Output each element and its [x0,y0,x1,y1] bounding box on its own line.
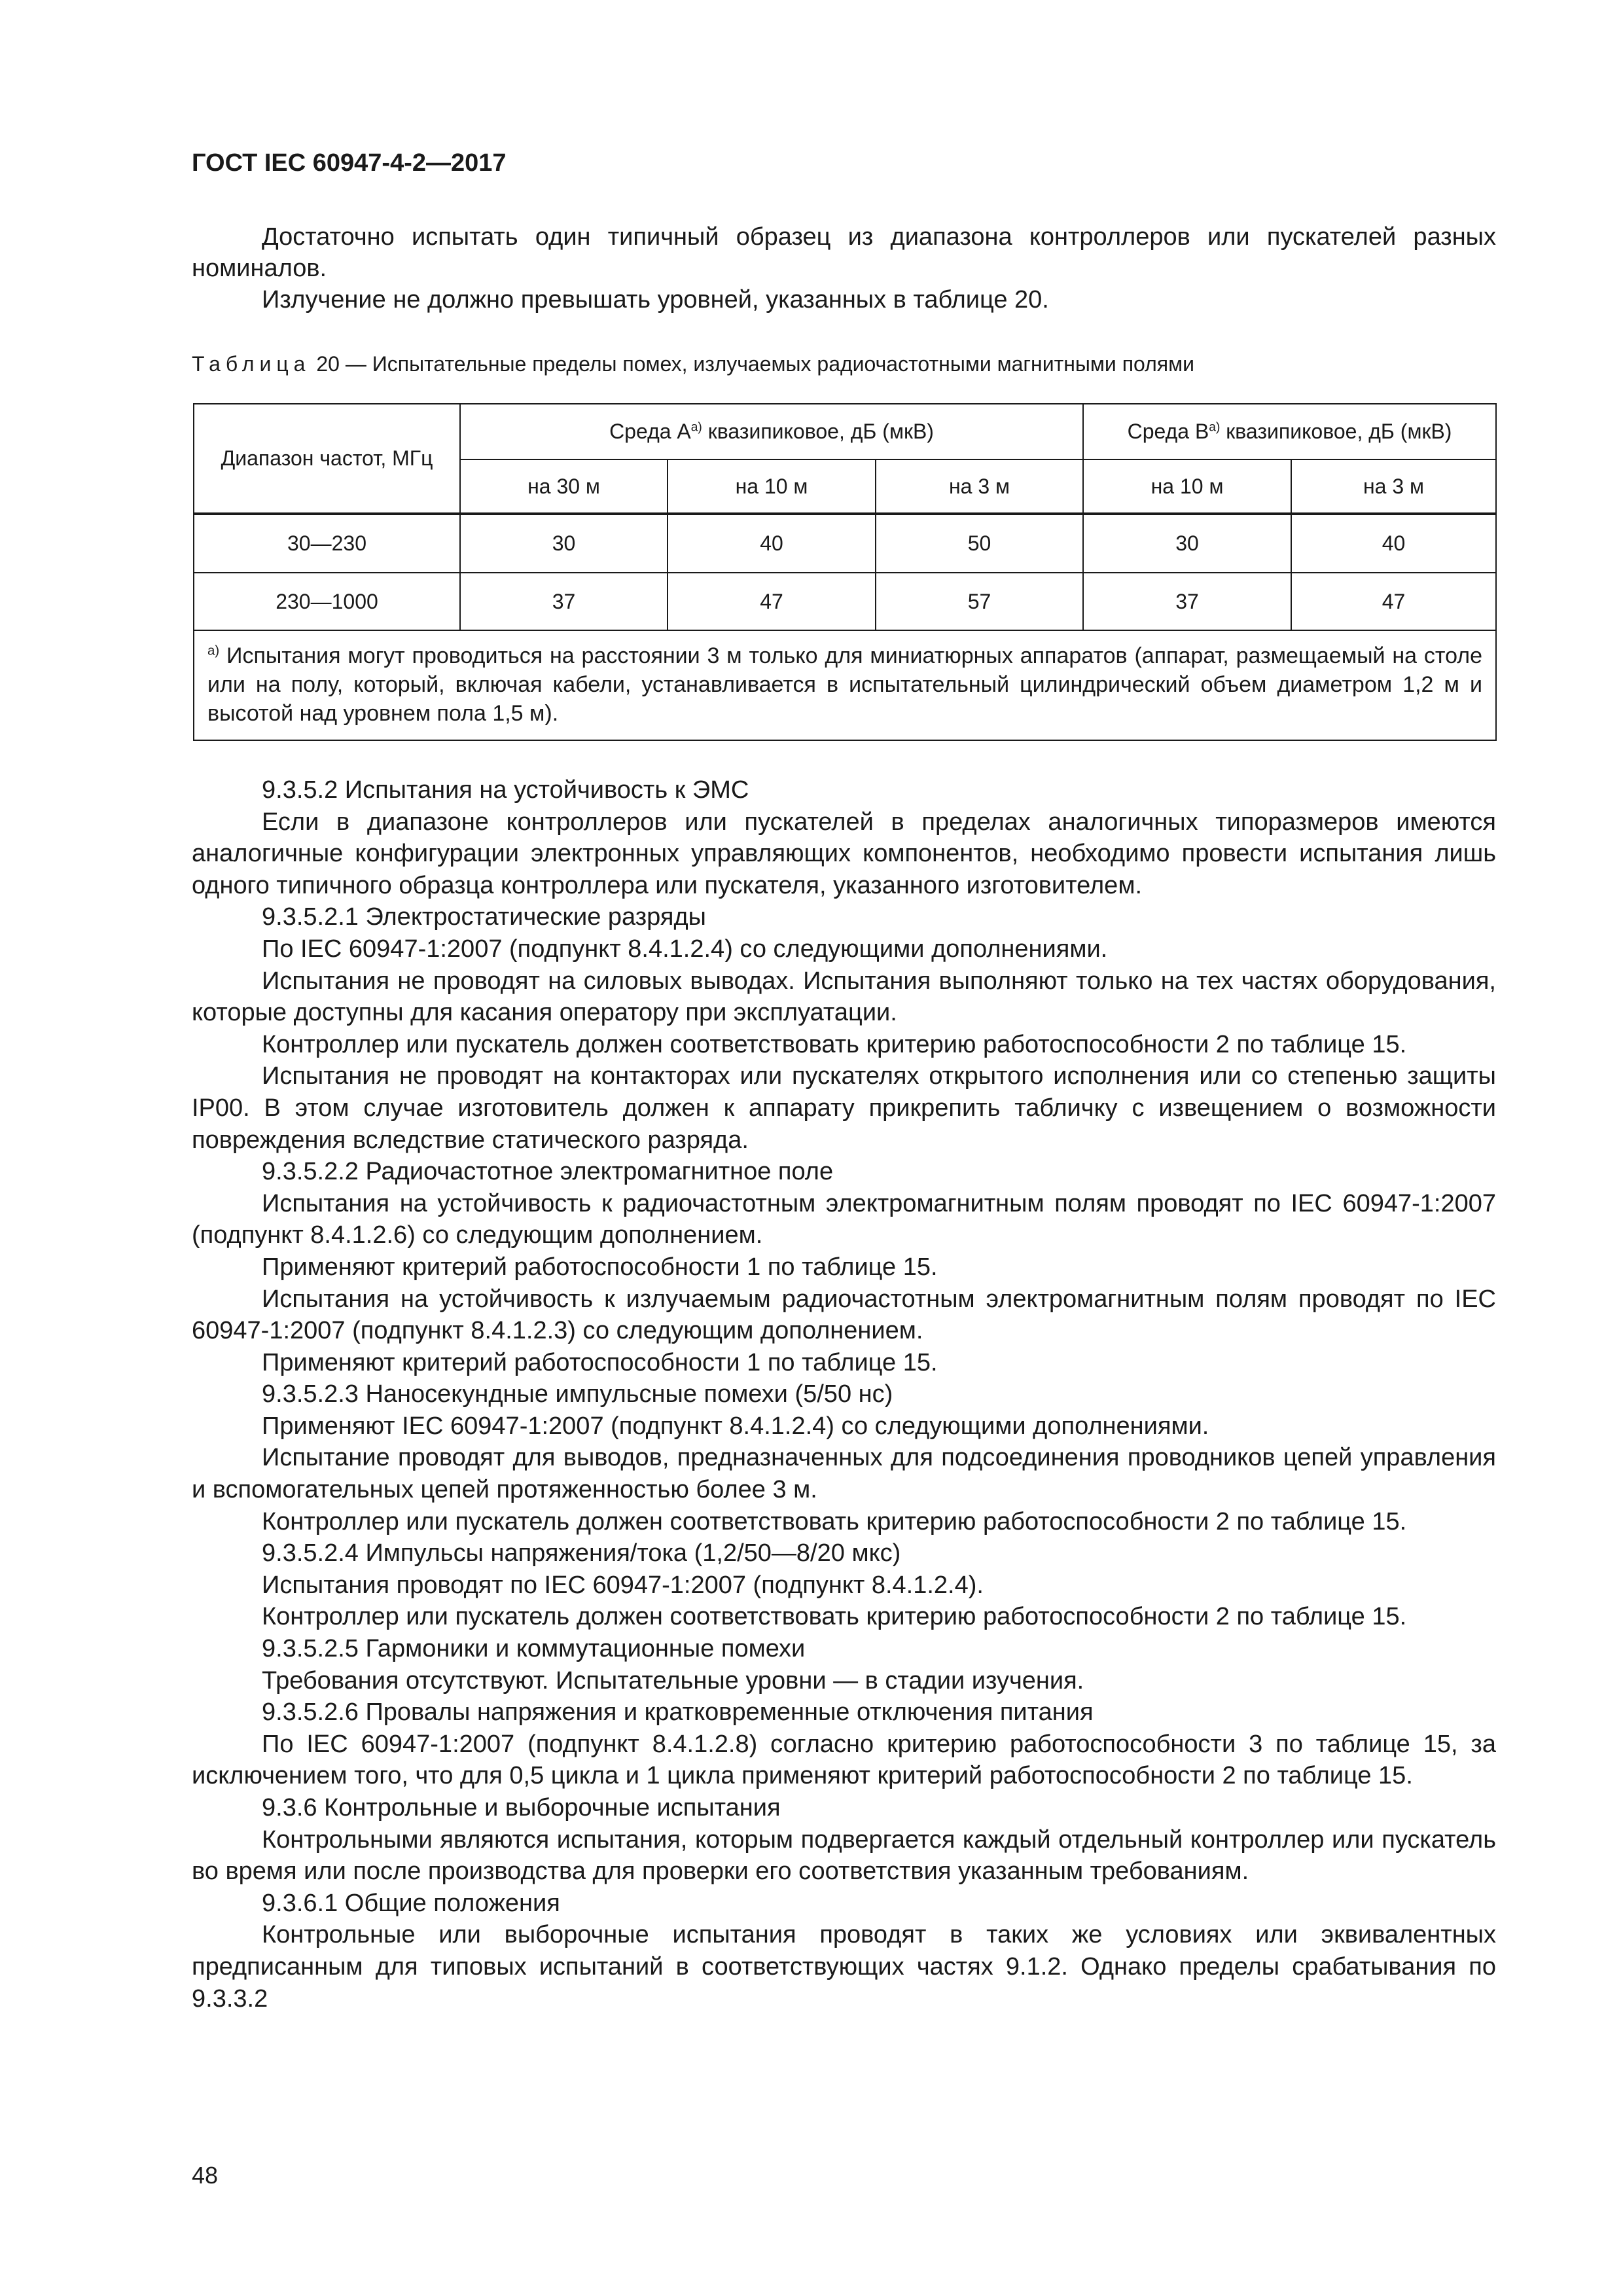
header-a-3m: на 3 м [876,459,1083,514]
section-heading: 9.3.6.1 Общие положения [262,1889,560,1917]
paragraph: Применяют критерий работоспособности 1 по таблице 15. [262,1348,938,1376]
header-b-3m: на 3 м [1291,459,1496,514]
paragraph: Контрольными являются испытания, которым подвергается каждый отдельный контроллер или пускатель во время или после производства для проверки его соответствия указанным требованиям. [192,1825,1496,1886]
paragraph: Контрольные или выборочные испытания проводят в таких же условиях или эквивалентных предписанным для типовых испытаний в соответствующих частях 9.1.2. Однако пределы срабатывания по 9.3.3.2 [192,1921,1496,2013]
header-a-10m: на 10 м [668,459,876,514]
cell-value: 47 [1291,573,1496,630]
header-environment-b: Среда $В^{а)}$ квазипиковое, дБ (мкВ) [1083,404,1496,459]
paragraph: Испытание проводят для выводов, предназначенных для подсоединения проводников цепей управления и вспомогательных цепей протяженностью более 3 м. [192,1444,1496,1504]
section-heading: 9.3.5.2.2 Радиочастотное электромагнитное поле [262,1158,834,1186]
paragraph: По IEC 60947-1:2007 (подпункт 8.4.1.2.8) согласно критерию работоспособности 3 по таблице 15, за исключением того, что для 0,5 цикла и 1 цикла применяют критерий работоспособности 2 по таблице 15. [192,1730,1496,1790]
section-heading: 9.3.6 Контрольные и выборочные испытания [262,1794,781,1821]
document-header: ГОСТ IEC 60947-4-2—2017 [192,149,507,177]
paragraph: Испытания не проводят на контакторах или пускателях открытого исполнения или со степенью защиты IP00. В этом случае изготовитель должен к аппарату прикрепить табличку с извещением о возможности повреждения вследствие статического разряда. [192,1062,1496,1154]
paragraph: Контроллер или пускатель должен соответствовать критерию работоспособности 2 по таблице 15. [262,1603,1407,1631]
section-heading: 9.3.5.2.4 Импульсы напряжения/тока (1,2/50—8/20 мкс) [262,1539,901,1568]
section-heading: 9.3.5.2.6 Провалы напряжения и кратковременные отключения питания [262,1698,1094,1727]
paragraph: Контроллер или пускатель должен соответствовать критерию работоспособности 2 по таблице 15. [262,1507,1407,1535]
footnote-mark: а) [207,643,220,658]
header-freq-range: Диапазон частот, МГц [194,404,460,514]
paragraph: Если в диапазоне контроллеров или пускателей в пределах аналогичных типоразмеров имеются аналогичные конфигурации электронных управляющих компонентов, необходимо провести испытания лишь одного типичного образца контроллера или пускателя, указанного изготовителем. [192,808,1496,899]
page-number: 48 [192,2162,219,2189]
paragraph: Испытания на устойчивость к радиочастотным электромагнитным полям проводят по IEC 60947-1:2007 (подпункт 8.4.1.2.6) со следующим дополнением. [192,1189,1496,1249]
footnote-text: Испытания могут проводиться на расстоянии 3 м только для миниатюрных аппаратов (аппарат, размещаемый на столе или на полу, который, включая кабели, устанавливается в испытательный цилиндрический объем диаметром 1,2 м и высотой над уровнем пола 1,5 м). [207,643,1483,726]
cell-range: 230—1000 [194,573,460,630]
section-heading: 9.3.5.2.3 Наносекундные импульсные помехи (5/50 нс) [262,1380,893,1408]
cell-value: 37 [460,573,668,630]
table-footnote-row [194,630,1496,740]
table-caption [192,352,1194,376]
paragraph: Применяют критерий работоспособности 1 по таблице 15. [262,1253,938,1281]
cell-value: 37 [1083,573,1291,630]
paragraph: Требования отсутствуют. Испытательные уровни — в стадии изучения. [262,1666,1084,1695]
table-header-row [194,404,1496,459]
section-heading: 9.3.5.2 Испытания на устойчивость к ЭМС [262,776,749,804]
section-heading: 9.3.5.2.1 Электростатические разряды [262,903,706,931]
intro-section [192,221,1496,315]
emission-limits-table [193,403,1497,741]
table-caption-word: Таблица [192,352,311,376]
paragraph: Контроллер или пускатель должен соответствовать критерию работоспособности 2 по таблице 15. [262,1030,1407,1058]
paragraph: Достаточно испытать один типичный образец из диапазона контроллеров или пускателей разных номиналов. [192,223,1496,282]
cell-value: 50 [876,514,1083,573]
table-row [194,573,1496,630]
header-b-10m: на 10 м [1083,459,1291,514]
paragraph: По IEC 60947-1:2007 (подпункт 8.4.1.2.4) со следующими дополнениями. [262,935,1108,963]
paragraph: Излучение не должно превышать уровней, указанных в таблице 20. [262,286,1049,314]
cell-value: 30 [460,514,668,573]
cell-value: 57 [876,573,1083,630]
header-environment-a: Среда $А^{а)}$ квазипиковое, дБ (мкВ) [460,404,1083,459]
cell-value: 47 [668,573,876,630]
cell-value: 40 [668,514,876,573]
paragraph: Испытания проводят по IEC 60947-1:2007 (подпункт 8.4.1.2.4). [262,1571,984,1599]
body-section [192,774,1496,2015]
header-a-30m: на 30 м [460,459,668,514]
section-heading: 9.3.5.2.5 Гармоники и коммутационные помехи [262,1635,806,1663]
paragraph: Испытания не проводят на силовых выводах. Испытания выполняют только на тех частях оборудования, которые доступны для касания оператору при эксплуатации. [192,967,1496,1027]
cell-value: 30 [1083,514,1291,573]
paragraph: Применяют IEC 60947-1:2007 (подпункт 8.4.1.2.4) со следующими дополнениями. [262,1412,1209,1440]
paragraph: Испытания на устойчивость к излучаемым радиочастотным электромагнитным полям проводят по IEC 60947-1:2007 (подпункт 8.4.1.2.3) со следующим дополнением. [192,1285,1496,1345]
cell-range: 30—230 [194,514,460,573]
table-row [194,514,1496,573]
cell-value: 40 [1291,514,1496,573]
table-footnote [194,630,1496,740]
table-caption-text: 20 — Испытательные пределы помех, излучаемых радиочастотными магнитными полями [316,352,1194,376]
